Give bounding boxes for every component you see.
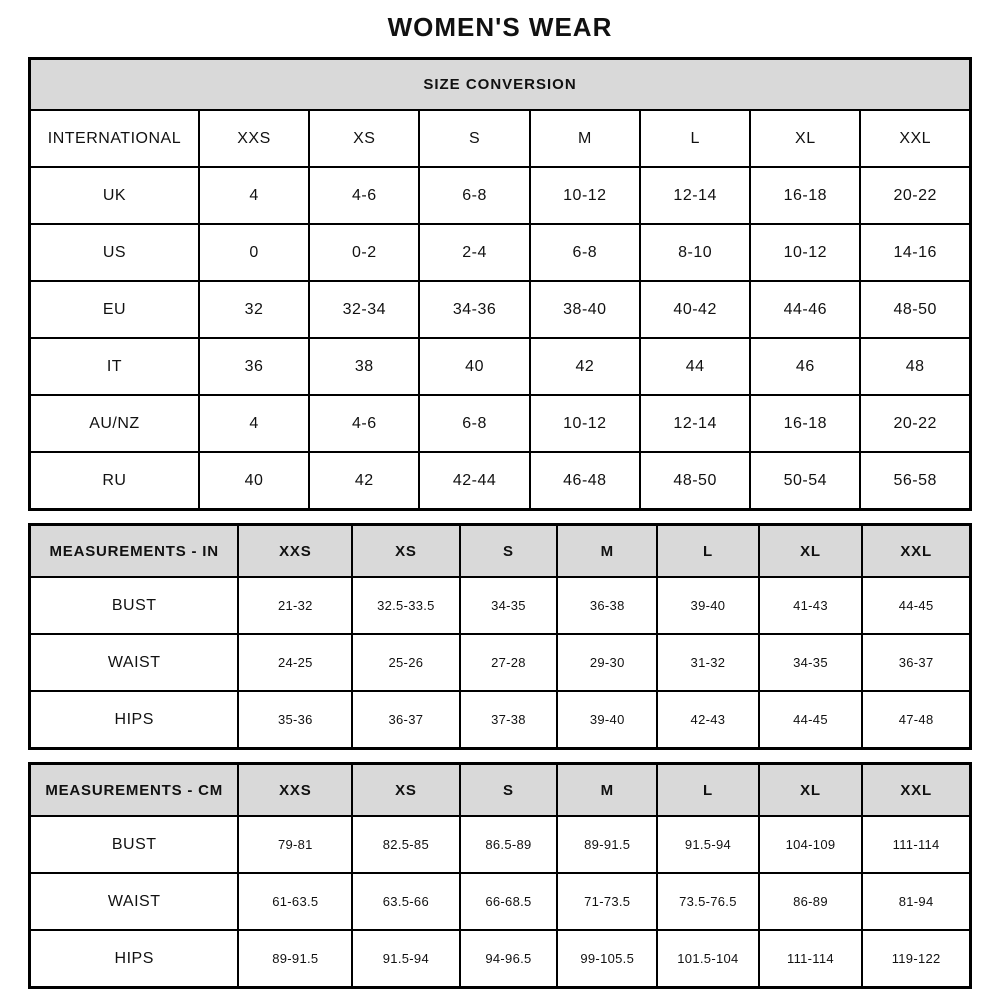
size-conversion-header: SIZE CONVERSION (30, 59, 971, 111)
row-label: BUST (30, 577, 239, 634)
size-cell: 40 (419, 338, 529, 395)
size-cell: 32-34 (309, 281, 419, 338)
measurement-cell: 99-105.5 (557, 930, 657, 988)
measurement-cell: 82.5-85 (352, 816, 459, 873)
measurement-cell: 44-45 (862, 577, 970, 634)
measurement-cell: 27-28 (460, 634, 558, 691)
measurement-cell: 89-91.5 (238, 930, 352, 988)
size-cell: 10-12 (530, 395, 640, 452)
measurement-cell: 36-37 (352, 691, 459, 749)
size-cell: 44 (640, 338, 750, 395)
row-label: WAIST (30, 873, 239, 930)
row-label: HIPS (30, 691, 239, 749)
measurements-in-table (28, 523, 972, 750)
size-cell: 40 (199, 452, 309, 510)
size-cell: 42 (530, 338, 640, 395)
size-cell: 20-22 (860, 395, 970, 452)
row-label: UK (30, 167, 199, 224)
size-cell: 50-54 (750, 452, 860, 510)
size-cell: 2-4 (419, 224, 529, 281)
size-cell: 40-42 (640, 281, 750, 338)
size-cell: 6-8 (419, 167, 529, 224)
size-cell: 34-36 (419, 281, 529, 338)
size-cell: 4 (199, 167, 309, 224)
table-row-us (30, 224, 971, 281)
size-cell: 42 (309, 452, 419, 510)
table-row-bust-in (30, 577, 971, 634)
row-label: RU (30, 452, 199, 510)
measurement-cell: 34-35 (460, 577, 558, 634)
measurement-cell: 111-114 (759, 930, 863, 988)
size-cell: 16-18 (750, 167, 860, 224)
measurement-cell: 101.5-104 (657, 930, 759, 988)
size-conversion-band-row (30, 59, 971, 111)
size-cell: 44-46 (750, 281, 860, 338)
measurements-cm-table (28, 762, 972, 989)
measurement-cell: 119-122 (862, 930, 970, 988)
table-row-hips-cm (30, 930, 971, 988)
size-cell: 42-44 (419, 452, 529, 510)
measurement-cell: 81-94 (862, 873, 970, 930)
column-header-l: L (640, 110, 750, 167)
measurement-cell: 66-68.5 (460, 873, 558, 930)
row-label: WAIST (30, 634, 239, 691)
table-row-hips-in (30, 691, 971, 749)
table-row-bust-cm (30, 816, 971, 873)
measurement-cell: 73.5-76.5 (657, 873, 759, 930)
size-cell: 32 (199, 281, 309, 338)
column-header-xxl: XXL (860, 110, 970, 167)
measurement-cell: 71-73.5 (557, 873, 657, 930)
row-label: HIPS (30, 930, 239, 988)
table-row-eu (30, 281, 971, 338)
measurement-cell: 111-114 (862, 816, 970, 873)
measurement-cell: 91.5-94 (352, 930, 459, 988)
column-header-xxs: XXS (238, 525, 352, 578)
table-row-ru (30, 452, 971, 510)
size-cell: 6-8 (419, 395, 529, 452)
row-label: EU (30, 281, 199, 338)
measurement-cell: 47-48 (862, 691, 970, 749)
size-cell: 16-18 (750, 395, 860, 452)
measurement-cell: 44-45 (759, 691, 863, 749)
size-cell: 48-50 (640, 452, 750, 510)
column-header-s: S (460, 525, 558, 578)
size-cell: 46-48 (530, 452, 640, 510)
size-cell: 48-50 (860, 281, 970, 338)
measurements-in-header-row (30, 525, 971, 578)
size-cell: 20-22 (860, 167, 970, 224)
table-row-waist-cm (30, 873, 971, 930)
measurements-cm-header: MEASUREMENTS - CM (30, 764, 239, 817)
size-cell: 4 (199, 395, 309, 452)
size-conversion-table (28, 57, 972, 511)
column-header-xs: XS (309, 110, 419, 167)
size-cell: 6-8 (530, 224, 640, 281)
row-label: US (30, 224, 199, 281)
measurement-cell: 24-25 (238, 634, 352, 691)
column-header-xxs: XXS (238, 764, 352, 817)
size-cell: 10-12 (530, 167, 640, 224)
column-header-xl: XL (750, 110, 860, 167)
measurement-cell: 86-89 (759, 873, 863, 930)
measurement-cell: 34-35 (759, 634, 863, 691)
measurement-cell: 94-96.5 (460, 930, 558, 988)
size-cell: 12-14 (640, 167, 750, 224)
measurement-cell: 21-32 (238, 577, 352, 634)
column-header-xl: XL (759, 764, 863, 817)
table-row-aunz (30, 395, 971, 452)
row-label: BUST (30, 816, 239, 873)
column-header-s: S (419, 110, 529, 167)
measurement-cell: 29-30 (557, 634, 657, 691)
measurement-cell: 63.5-66 (352, 873, 459, 930)
measurement-cell: 36-38 (557, 577, 657, 634)
table-row-international (30, 110, 971, 167)
size-cell: 8-10 (640, 224, 750, 281)
column-header-l: L (657, 525, 759, 578)
column-header-xxs: XXS (199, 110, 309, 167)
column-header-xxl: XXL (862, 764, 970, 817)
page-title: WOMEN'S WEAR (387, 12, 613, 42)
measurement-cell: 61-63.5 (238, 873, 352, 930)
column-header-xxl: XXL (862, 525, 970, 578)
measurement-cell: 39-40 (557, 691, 657, 749)
measurement-cell: 32.5-33.5 (352, 577, 459, 634)
measurement-cell: 25-26 (352, 634, 459, 691)
measurement-cell: 89-91.5 (557, 816, 657, 873)
row-label: AU/NZ (30, 395, 199, 452)
measurement-cell: 79-81 (238, 816, 352, 873)
size-cell: 0 (199, 224, 309, 281)
size-cell: 4-6 (309, 395, 419, 452)
size-cell: 38 (309, 338, 419, 395)
measurement-cell: 42-43 (657, 691, 759, 749)
measurement-cell: 35-36 (238, 691, 352, 749)
column-header-international: INTERNATIONAL (30, 110, 199, 167)
size-cell: 4-6 (309, 167, 419, 224)
size-cell: 10-12 (750, 224, 860, 281)
measurement-cell: 36-37 (862, 634, 970, 691)
column-header-xs: XS (352, 764, 459, 817)
measurement-cell: 31-32 (657, 634, 759, 691)
column-header-l: L (657, 764, 759, 817)
column-header-xl: XL (759, 525, 863, 578)
column-header-m: M (530, 110, 640, 167)
size-cell: 36 (199, 338, 309, 395)
column-header-m: M (557, 525, 657, 578)
measurement-cell: 86.5-89 (460, 816, 558, 873)
measurements-cm-header-row (30, 764, 971, 817)
table-row-waist-in (30, 634, 971, 691)
size-cell: 46 (750, 338, 860, 395)
size-cell: 38-40 (530, 281, 640, 338)
table-row-it (30, 338, 971, 395)
size-cell: 0-2 (309, 224, 419, 281)
measurement-cell: 39-40 (657, 577, 759, 634)
size-cell: 12-14 (640, 395, 750, 452)
size-cell: 56-58 (860, 452, 970, 510)
column-header-xs: XS (352, 525, 459, 578)
size-cell: 48 (860, 338, 970, 395)
column-header-s: S (460, 764, 558, 817)
measurement-cell: 37-38 (460, 691, 558, 749)
measurement-cell: 104-109 (759, 816, 863, 873)
row-label: IT (30, 338, 199, 395)
column-header-m: M (557, 764, 657, 817)
measurements-in-header: MEASUREMENTS - IN (30, 525, 239, 578)
measurement-cell: 91.5-94 (657, 816, 759, 873)
table-row-uk (30, 167, 971, 224)
size-cell: 14-16 (860, 224, 970, 281)
measurement-cell: 41-43 (759, 577, 863, 634)
